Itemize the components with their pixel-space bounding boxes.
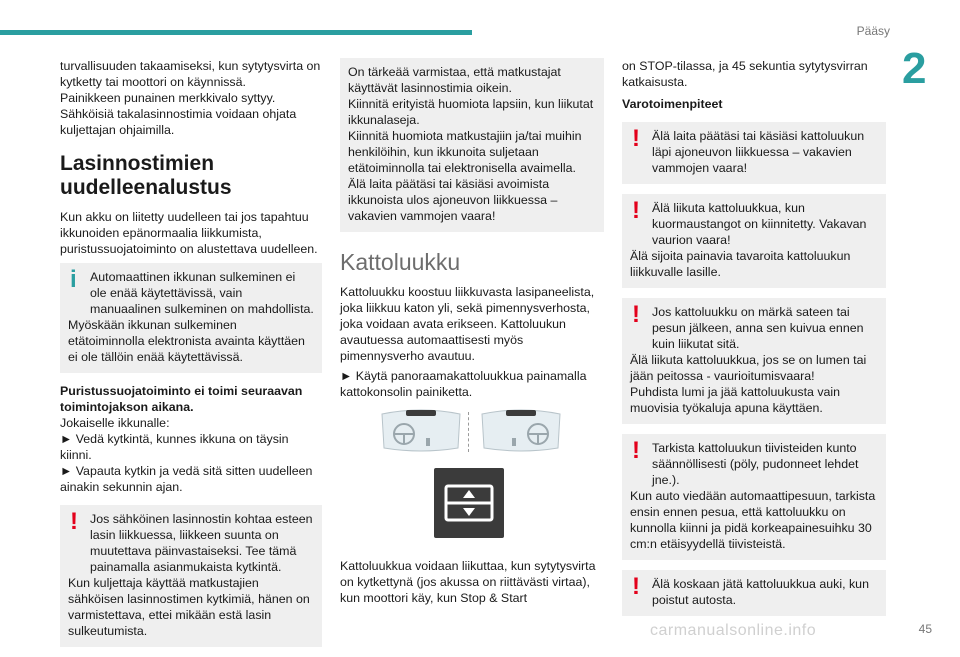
roof-console-figure [340,408,604,548]
warning-icon: ! [632,125,640,152]
steering-wheel-right-illustration [478,408,564,454]
steps-intro: Jokaiselle ikkunalle: [60,416,170,430]
section-title: Pääsy [856,24,890,38]
figure-divider [468,412,469,452]
warning-box: ! Jos kattoluukku on märkä sateen tai pesun jälkeen, anna sen kuivua ennen kuin liikutat sitä. Älä liikuta kattoluukkua, jos se on lumen tai jään peitossa - vaurioitumisvaara! Puhdista lumi ja jää kattoluukusta vain muovisia työkaluja apuna käyttäen. [622,298,886,424]
warning-icon: ! [70,508,78,535]
step-item: ► Käytä panoraamakattoluukkua painamalla kattokonsolin painiketta. [340,369,587,399]
warning-icon: ! [632,301,640,328]
section-heading: Kattoluukku [340,249,461,275]
column-1 [60,58,322,657]
page-number: 45 [918,622,932,636]
warning-box: ! Jos sähköinen lasinnostin kohtaa esteen lasin liikkuessa, liikkeen suunta on muutettava päinvastaiseksi. Tee tämä painamalla asianmukaista kytkintä. Kun kuljettaja käyttää matkustajien sähköisen lasinnostimen kytkimiä, hänen on varmistettava, ettei mikään estä lasin sulkeutumista. [60,505,322,647]
header-accent-bar [0,30,472,35]
warning-box: ! Älä liikuta kattoluukkua, kun kuormaustangot on kiinnitetty. Vakavan vaurion vaara! Älä sijoita painavia tavaroita kattoluukun liikkuvalle lasille. [622,194,886,288]
paragraph: Kattoluukkua voidaan liikuttaa, kun sytytysvirta on kytkettynä (jos akussa on riittävästi virtaa), kun moottori käy, kun Stop & Start [340,559,596,605]
section-heading: Lasinnostimien uudelleenalustus [60,152,232,199]
warning-box: ! Tarkista kattoluukun tiivisteiden kunto säännöllisesti (pöly, pudonneet lehdet jne.). Kun auto viedään automaattipesuun, tarkista ensin ennen pesua, että kattoluukku on kunnolla kiinni ja pidä korkeapainesuihku 30 cm:n etäisyydellä tiivisteistä. [622,434,886,560]
intro-text: on STOP-tilassa, ja 45 sekuntia sytytysvirran katkaisusta. [622,59,868,89]
sunroof-button-icon [434,468,504,538]
bold-heading: Puristussuojatoiminto ei toimi seuraavan toimintojakson aikana. [60,384,303,414]
section-heading: Varotoimenpiteet [622,97,723,111]
watermark: carmanualsonline.info [650,622,817,639]
paragraph: Kattoluukku koostuu liikkuvasta lasipaneelista, joka liikkuu katon yli, sekä pimennysverhosta, joka voidaan avata erikseen. Kattoluukun avautuessa automaattisesti myös pimennysverho avautuu. [340,285,595,363]
warning-icon: ! [632,437,640,464]
warning-icon: ! [632,197,640,224]
column-2 [340,58,604,610]
column-3 [622,58,886,626]
intro-text: turvallisuuden takaamiseksi, kun sytytysvirta on kytketty tai moottori on käynnissä. Painikkeen punainen merkkivalo syttyy. Sähköisiä takalasinnostimia voidaan ohjata kuljettajan ohjaimilla. [60,59,321,137]
note-box: On tärkeää varmistaa, että matkustajat käyttävät lasinnostimia oikein. Kiinnitä erityistä huomiota lapsiin, kun liikutat ikkunalaseja. Kiinnitä huomiota matkustajiin ja/tai muihin henkilöihin, kun ikkunoita suljetaan etätoiminnolla tai elektronisella avaimella. Älä laita päätäsi tai käsiäsi avoimista ikkunoista ulos ajoneuvon liikkuessa – vakavien vammojen vaara! [340,58,604,232]
chapter-number: 2 [902,44,927,93]
info-icon: i [70,266,77,293]
info-box: i Automaattinen ikkunan sulkeminen ei ole enää käytettävissä, vain manuaalinen sulkeminen on mahdollista. Myöskään ikkunan sulkeminen etätoiminnolla elektronista avainta käyttäen ei ole tällöin enää käytettävissä. [60,263,322,373]
warning-box: ! Älä laita päätäsi tai käsiäsi kattoluukun läpi ajoneuvon liikkuessa – vakavien vammojen vaara! [622,122,886,184]
warning-box: ! Älä koskaan jätä kattoluukkua auki, kun poistut autosta. [622,570,886,616]
step-item: ► Vedä kytkintä, kunnes ikkuna on täysin kiinni. [60,432,289,462]
steering-wheel-left-illustration [378,408,464,454]
step-item: ► Vapauta kytkin ja vedä sitä sitten uudelleen ainakin sekunnin ajan. [60,464,313,494]
paragraph: Kun akku on liitetty uudelleen tai jos tapahtuu ikkunoiden epänormaalia liikkumista, puristussuojatoiminto on alustettava uudelleen. [60,210,318,256]
warning-icon: ! [632,573,640,600]
